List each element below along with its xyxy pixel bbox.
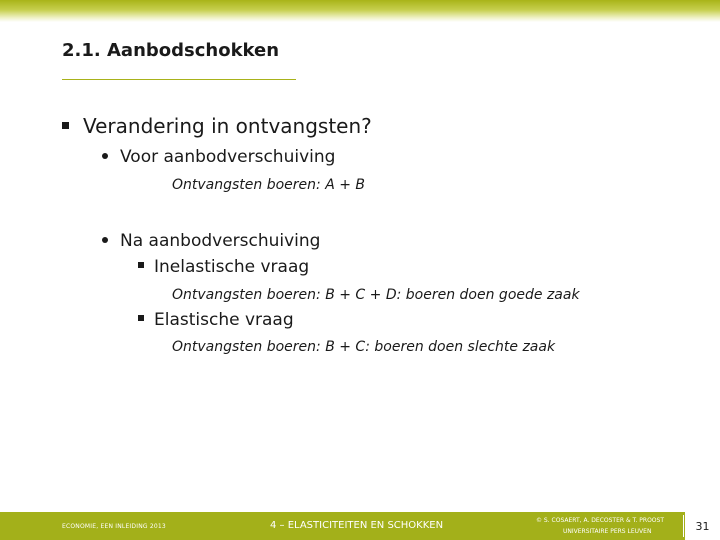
sub-bullet-text: Na aanbodverschuiving	[120, 231, 321, 251]
note-before: Ontvangsten boeren: A + B	[172, 177, 366, 193]
header-band	[0, 0, 720, 22]
square-bullet-icon	[138, 315, 144, 321]
note-inelastic: Ontvangsten boeren: B + C + D: boeren doen goede zaak	[172, 287, 580, 303]
round-bullet-icon	[102, 237, 108, 243]
footer-publisher: UNIVERSITAIRE PERS LEUVEN	[563, 528, 652, 535]
footer-divider	[683, 515, 684, 537]
footer-bar	[0, 512, 720, 540]
sub-sub-bullet-text: Elastische vraag	[154, 310, 294, 330]
footer-chapter: 4 – ELASTICITEITEN EN SCHOKKEN	[270, 520, 444, 531]
sub-bullet-text: Voor aanbodverschuiving	[120, 147, 336, 167]
note-elastic: Ontvangsten boeren: B + C: boeren doen slechte zaak	[172, 339, 556, 355]
sub-bullet-after	[102, 231, 320, 251]
sub-sub-bullet-inelastic	[138, 257, 309, 277]
square-bullet-icon	[138, 262, 144, 268]
page-number: 31	[685, 512, 720, 540]
round-bullet-icon	[102, 153, 108, 159]
square-bullet-icon	[62, 122, 69, 129]
bullet-text: Verandering in ontvangsten?	[83, 114, 372, 138]
footer-course: ECONOMIE, EEN INLEIDING 2013	[62, 523, 166, 530]
bullet-level1	[62, 114, 372, 138]
title-underline	[62, 79, 296, 80]
sub-bullet-before	[102, 147, 335, 167]
sub-sub-bullet-elastic	[138, 310, 294, 330]
slide-title: 2.1. Aanbodschokken	[62, 40, 280, 61]
sub-sub-bullet-text: Inelastische vraag	[154, 257, 310, 277]
footer-copyright: © S. COSAERT, A. DECOSTER & T. PROOST	[536, 517, 665, 524]
